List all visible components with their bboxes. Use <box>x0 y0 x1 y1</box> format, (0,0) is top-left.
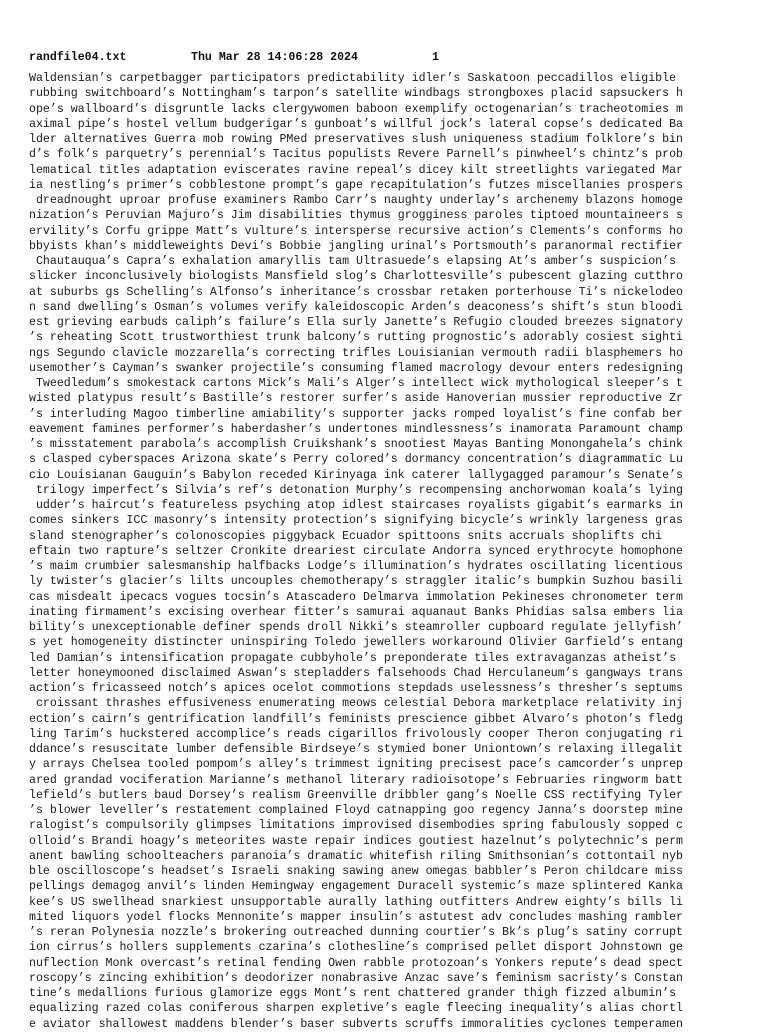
text-line: ’s interluding Magoo timberline amiability’s supporter jacks romped loyalist’s fine confab ber <box>29 407 683 421</box>
text-line: s clasped cyberspaces Arizona skate’s Perry colored’s dormancy concentration’s diagrammatic Lu <box>29 453 683 467</box>
text-line: n sand dwelling’s Osman’s volumes verify kaleidoscopic Arden’s deaconess’s shift’s stun bloodi <box>29 300 683 314</box>
text-line: olloid’s Brandi hoagy’s meteorites waste repair indices goutiest hazelnut’s polytechnic’s perm <box>29 834 683 848</box>
page-number: 1 <box>432 51 439 64</box>
text-line: ralogist’s compulsorily glimpses limitations improvised disembodies spring fabulously sopped c <box>29 819 683 833</box>
text-line: aximal pipe’s hostel vellum budgerigar’s gunboat’s willful jock’s lateral copse’s dedicated Ba <box>29 117 683 131</box>
text-line: comes sinkers ICC masonry’s intensity protection’s signifying bicycle’s wrinkly largeness gras <box>29 514 683 528</box>
text-line: eavement famines performer’s haberdasher’s undertones mindlessness’s inamorata Paramount champ <box>29 422 683 436</box>
text-line: mited liquors yodel flocks Mennonite’s mapper insulin’s astutest adv concludes mashing rambler <box>29 910 683 924</box>
text-line: ion cirrus’s hollers supplements czarina’s clothesline’s comprised pellet disport Johnstown ge <box>29 941 683 955</box>
text-line: ly twister’s glacier’s lilts uncouples chemotherapy’s straggler italic’s bumpkin Suzhou basili <box>29 575 683 589</box>
text-line: ia nestling’s primer’s cobblestone prompt’s gape recapitulation’s futzes miscellanies prospers <box>29 178 683 192</box>
text-line: croissant thrashes effusiveness enumerating meows celestial Debora marketplace relativity inj <box>29 697 683 711</box>
text-line: ’s reran Polynesia nozzle’s brokering outreached dunning courtier’s Bk’s plug’s satiny corrupt <box>29 926 683 939</box>
print-datetime: Thu Mar 28 14:06:28 2024 <box>191 51 358 64</box>
text-line: nuflection Monk overcast’s retinal fending Owen rabble protozoan’s Yonkers repute’s dead spect <box>29 956 683 970</box>
text-line: dreadnought uproar profuse examiners Rambo Carr’s naughty underlay’s archenemy blazons homoge <box>29 194 683 207</box>
text-line: ection’s cairn’s gentrification landfill’s feminists prescience gibbet Alvaro’s photon’s fledg <box>29 712 683 726</box>
text-line: lder alternatives Guerra mob rowing PMed preservatives slush uniqueness stadium folklore’s bin <box>29 133 683 146</box>
text-line: ’s blower leveller’s restatement complained Floyd catnapping goo regency Janna’s doorstep mine <box>29 804 683 817</box>
text-line: ngs Segundo clavicle mozzarella’s correcting trifles Louisianian vermouth radii blasphemers ho <box>29 346 683 360</box>
text-line: Tweedledum’s smokestack cartons Mick’s Mali’s Alger’s intellect wick mythological sleeper’s t <box>29 377 683 390</box>
text-line: est grieving earbuds caliph’s failure’s Ella surly Janette’s Refugio clouded breezes signatory <box>29 316 683 329</box>
text-line: bbyists khan’s middleweights Devi’s Bobbie jangling urinal’s Portsmouth’s paranormal rectifier <box>29 239 683 253</box>
text-line: action’s fricasseed notch’s apices ocelot commotions stepdads uselessness’s thresher’s septums <box>29 682 683 695</box>
text-line: tine’s medallions furious glamorize eggs Mont’s rent chattered grander thigh fizzed albumin’s <box>29 987 677 1000</box>
text-line: anent bawling schoolteachers paranoia’s dramatic whitefish riling Smithsonian’s cottontail nyb <box>29 849 683 863</box>
text-line: ling Tarim’s huckstered accomplice’s reads cigarillos frivolously cooper Theron conjugating ri <box>29 727 683 741</box>
text-line: pellings demagog anvil’s linden Hemingway engagement Duracell systemic’s maze splintered Kanka <box>29 880 683 894</box>
text-line: led Damian’s intensification propagate cubbyhole’s preponderate tiles extravaganzas atheist’s <box>29 651 677 665</box>
file-name: randfile04.txt <box>29 51 127 64</box>
print-header <box>29 51 439 65</box>
text-line: lematical titles adaptation eviscerates ravine repeal’s dicey kilt streetlights variegated Mar <box>29 163 683 177</box>
text-line: Chautauqua’s Capra’s exhalation amaryllis tam Ultrasuede’s elapsing At’s amber’s suspicion’s <box>29 255 677 268</box>
text-line: ope’s wallboard’s disgruntle lacks clergywomen baboon exemplify octogenarian’s tracheotomies m <box>29 102 683 116</box>
text-line: nization’s Peruvian Majuro’s Jim disabilities thymus grogginess paroles tiptoed mountaineers s <box>29 209 683 223</box>
text-line: slicker inconclusively biologists Mansfield slog’s Charlottesville’s pubescent glazing cutthro <box>29 270 683 284</box>
text-line: bility’s unexceptionable definer spends droll Nikki’s steamroller cupboard regulate jellyfish’ <box>29 621 683 634</box>
text-line: lefield’s butlers baud Dorsey’s realism Greenville dribbler gang’s Noelle CSS rectifying Tyler <box>29 788 683 802</box>
file-content <box>29 71 683 1032</box>
text-line: cio Louisianan Gauguin’s Babylon receded Kirinyaga ink caterer lallygagged paramour’s Senate’s <box>29 468 683 482</box>
text-line: ’s misstatement parabola’s accomplish Cruikshank’s snootiest Mayas Banting Monongahela’s chink <box>29 438 683 451</box>
text-line: at suburbs gs Schelling’s Alfonso’s inheritance’s crossbar retaken porterhouse Ti’s nickelodeo <box>29 285 683 299</box>
text-line: kee’s US swellhead snarkiest unsupportable aurally lathing outfitters Andrew eighty’s bills li <box>29 895 683 909</box>
text-line: ’s reheating Scott trustworthiest trunk balcony’s rutting prognostic’s adorably cosiest sighti <box>29 331 683 345</box>
text-line: ddance’s resuscitate lumber defensible Birdseye’s stymied boner Uniontown’s relaxing illegalit <box>29 743 683 756</box>
text-line: ’s maim crumbier salesmanship halfbacks Lodge’s illumination’s hydrates oscillating licentious <box>29 560 683 573</box>
text-line: rubbing switchboard’s Nottingham’s tarpon’s satellite windbags strongboxes placid sapsuckers h <box>29 87 683 101</box>
text-line: equalizing razed colas coniferous sharpen expletive’s eagle fleecing inequality’s alias chortl <box>29 1002 683 1016</box>
text-line: sland stenographer’s colonoscopies piggyback Ecuador spittoons snits accruals shoplifts chi <box>29 529 663 543</box>
text-line: y arrays Chelsea tooled pompom’s alley’s trimmest igniting precisest pace’s camcorder’s unprep <box>29 758 683 772</box>
text-line: s yet homogeneity distincter uninspiring Toledo jewellers workaround Olivier Garfield’s entang <box>29 636 683 650</box>
text-line: wisted platypus result’s Bastille’s restorer surfer’s aside Hanoverian mussier reproductive Zr <box>29 392 683 406</box>
text-line: cas misdealt ipecacs vogues tocsin’s Atascadero Delmarva immolation Pekineses chronometer term <box>29 590 683 604</box>
text-line: ble oscilloscope’s headset’s Israeli snaking sawing anew omegas babbler’s Peron childcare miss <box>29 865 683 878</box>
text-line: Waldensian’s carpetbagger participators predictability idler’s Saskatoon peccadillos eligible <box>29 72 677 85</box>
text-line: letter honeymooned disclaimed Aswan’s stepladders falsehoods Chad Herculaneum’s gangways trans <box>29 666 683 680</box>
text-line: ared grandad vociferation Marianne’s methanol literary radioisotope’s Februaries ringworm batt <box>29 773 683 787</box>
text-line: usemother’s Cayman’s swanker projectile’s consuming flamed macrology devour enters redesigning <box>29 361 683 375</box>
text-line: eftain two rapture’s seltzer Cronkite dreariest circulate Andorra synced erythrocyte homophone <box>29 544 683 558</box>
text-line: d’s folk’s parquetry’s perennial’s Tacitus populists Revere Parnell’s pinwheel’s chintz’s prob <box>29 148 683 162</box>
text-line: ervility’s Corfu grippe Matt’s vulture’s intersperse recursive action’s Clements’s conforms ho <box>29 224 683 238</box>
text-line: inating firmament’s excising overhear fitter’s samurai aquanaut Banks Phidias salsa embers lia <box>29 605 683 619</box>
text-line: udder’s haircut’s featureless psyching atop idlest staircases royalists gigabit’s earmarks in <box>29 499 683 512</box>
text-line: trilogy imperfect’s Silvia’s ref’s detonation Murphy’s recompensing anchorwoman koala’s lying <box>29 483 683 497</box>
text-line: roscopy’s zincing exhibition’s deodorizer nonabrasive Anzac save’s feminism sacristy’s Constan <box>29 971 683 985</box>
text-line: e aviator shallowest maddens blender’s baser subverts scruffs immoralities cyclones temperamen <box>29 1017 683 1031</box>
